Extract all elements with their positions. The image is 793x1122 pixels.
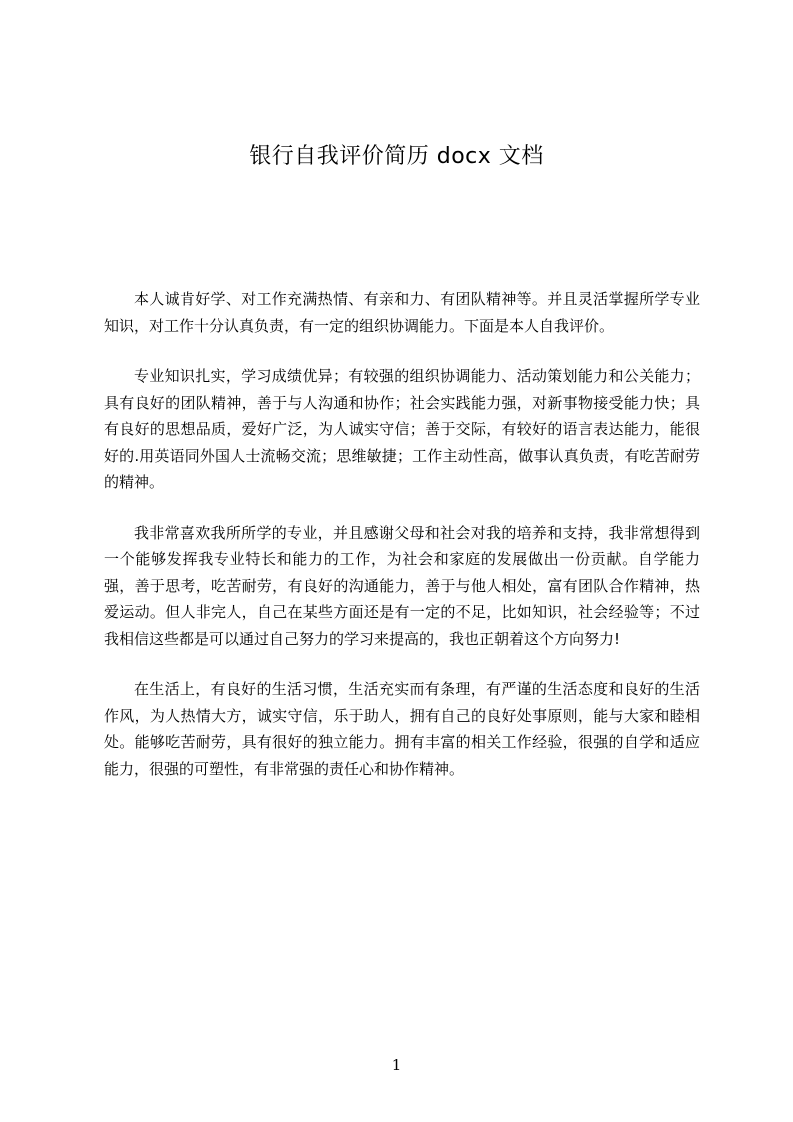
paragraph-professional-skills: 专业知识扎实，学习成绩优异；有较强的组织协调能力、活动策划能力和公关能力；具有良好的团队精神，善于与人沟通和协作；社会实践能力强，对新事物接受能力快；具有良好的思想品质，爱好广泛，为人诚实守信；善于交际，有较好的语言表达能力，能很好的.用英语同外国人士流畅交流；思维敏捷；工作主动性高，做事认真负责，有吃苦耐劳的精神。 [104,367,700,491]
paragraph-personal-life: 在生活上，有良好的生活习惯，生活充实而有条理，有严谨的生活态度和良好的生活作风，为人热情大方，诚实守信，乐于助人，拥有自己的良好处事原则，能与大家和睦相处。能够吃苦耐劳，具有很好的独立能力。拥有丰富的相关工作经验，很强的自学和适应能力，很强的可塑性，有非常强的责任心和协作精神。 [104,680,700,778]
paragraph-career-goals: 我非常喜欢我所所学的专业，并且感谢父母和社会对我的培养和支持，我非常想得到一个能够发挥我专业特长和能力的工作，为社会和家庭的发展做出一份贡献。自学能力强，善于思考，吃苦耐劳，有良好的沟通能力，善于与他人相处，富有团队合作精神，热爱运动。但人非完人，自己在某些方面还是有一定的不足，比如知识，社会经验等；不过我相信这些都是可以通过自己努力的学习来提高的，我也正朝着这个方向努力! [104,523,700,648]
page-number: 1 [391,1056,402,1074]
paragraph-intro: 本人诚肯好学、对工作充满热情、有亲和力、有团队精神等。并且灵活掌握所学专业知识，对工作十分认真负责，有一定的组织协调能力。下面是本人自我评价。 [104,290,700,335]
document-body [104,286,700,806]
document-title: 银行自我评价简历 docx 文档 [249,144,544,169]
